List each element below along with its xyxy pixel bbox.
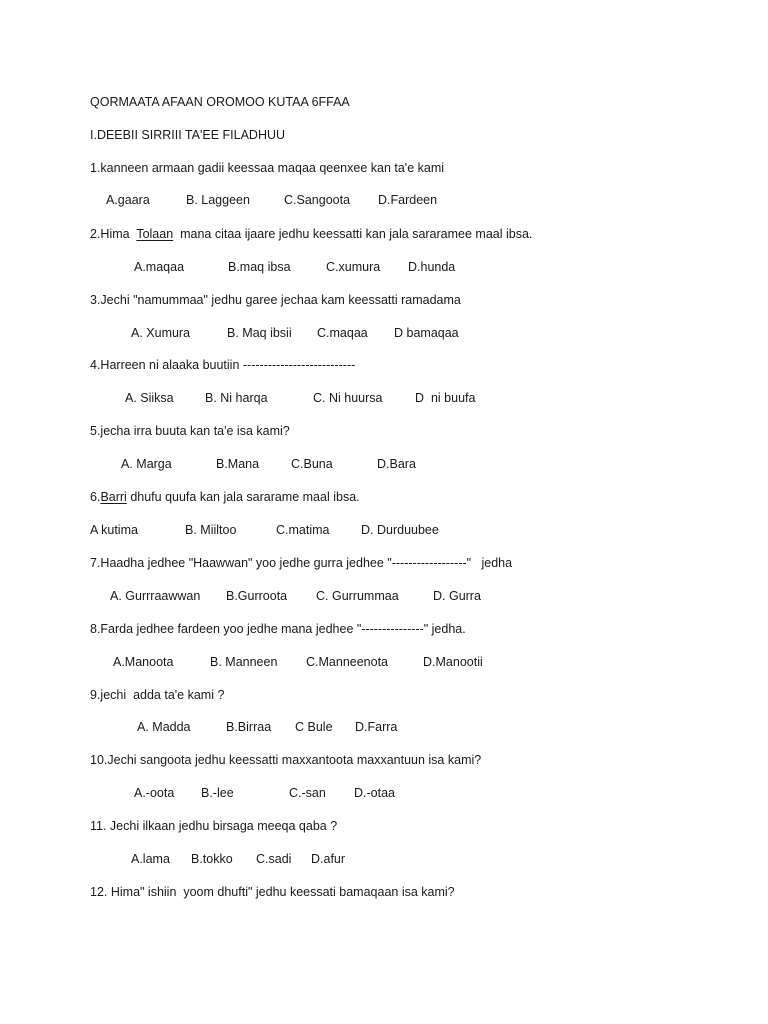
q6-option-b: B. Miiltoo xyxy=(185,523,237,537)
question-4: 4.Harreen ni alaaka buutiin --------------------------- xyxy=(90,358,356,372)
q2-option-d: D.hunda xyxy=(408,260,456,274)
question-6-underlined: Barri xyxy=(100,490,127,504)
q1-option-a: A.gaara xyxy=(106,193,150,207)
q8-option-a: A.Manoota xyxy=(113,655,174,669)
question-10: 10.Jechi sangoota jedhu keessatti maxxantoota maxxantuun isa kami? xyxy=(90,753,482,767)
q6-option-a: A kutima xyxy=(90,523,138,537)
q2-option-c: C.xumura xyxy=(326,260,381,274)
q6-option-c: C.matima xyxy=(276,523,330,537)
question-11: 11. Jechi ilkaan jedhu birsaga meeqa qaba ? xyxy=(90,819,338,833)
question-2-underlined: Tolaan xyxy=(136,227,174,241)
q8-option-b: B. Manneen xyxy=(210,655,278,669)
q4-option-c: C. Ni huursa xyxy=(313,391,383,405)
q7-option-d: D. Gurra xyxy=(433,589,481,603)
question-3: 3.Jechi "namummaa" jedhu garee jechaa kam keessatti ramadama xyxy=(90,293,461,307)
q8-option-d: D.Manootii xyxy=(423,655,483,669)
question-6-pre: 6. xyxy=(90,490,101,504)
question-2-pre: 2.Hima xyxy=(90,227,137,241)
q9-option-d: D.Farra xyxy=(355,720,398,734)
q3-option-b: B. Maq ibsii xyxy=(227,326,292,340)
q10-option-b: B.-lee xyxy=(201,786,234,800)
q8-option-c: C.Manneenota xyxy=(306,655,389,669)
q1-option-d: D.Fardeen xyxy=(378,193,438,207)
q9-option-c: C Bule xyxy=(295,720,333,734)
question-5: 5.jecha irra buuta kan ta'e isa kami? xyxy=(90,424,290,438)
q4-option-d: D ni buufa xyxy=(415,391,476,405)
document-title: QORMAATA AFAAN OROMOO KUTAA 6FFAA xyxy=(90,95,350,109)
q10-option-c: C.-san xyxy=(289,786,326,800)
q1-option-c: C.Sangoota xyxy=(284,193,351,207)
q9-option-b: B.Birraa xyxy=(226,720,272,734)
q7-option-b: B.Gurroota xyxy=(226,589,288,603)
q2-option-b: B.maq ibsa xyxy=(228,260,291,274)
q11-option-b: B.tokko xyxy=(191,852,233,866)
q2-option-a: A.maqaa xyxy=(134,260,185,274)
q11-option-a: A.lama xyxy=(131,852,170,866)
q9-option-a: A. Madda xyxy=(137,720,191,734)
question-1: 1.kanneen armaan gadii keessaa maqaa qeenxee kan ta'e kami xyxy=(90,161,445,175)
question-6-post: dhufu quufa kan jala sararame maal ibsa. xyxy=(126,490,360,504)
question-6 xyxy=(90,489,360,505)
q5-option-c: C.Buna xyxy=(291,457,333,471)
question-2-post: mana citaa ijaare jedhu keessatti kan jala sararamee maal ibsa. xyxy=(173,227,533,241)
q5-option-a: A. Marga xyxy=(121,457,172,471)
q1-option-b: B. Laggeen xyxy=(186,193,250,207)
question-2 xyxy=(90,226,532,242)
q10-option-d: D.-otaa xyxy=(354,786,395,800)
q5-option-b: B.Mana xyxy=(216,457,260,471)
q3-option-c: C.maqaa xyxy=(317,326,368,340)
q11-option-d: D.afur xyxy=(311,852,346,866)
q5-option-d: D.Bara xyxy=(377,457,416,471)
q4-option-b: B. Ni harqa xyxy=(205,391,268,405)
q4-option-a: A. Siiksa xyxy=(125,391,174,405)
q7-option-c: C. Gurrummaa xyxy=(316,589,399,603)
q10-option-a: A.-oota xyxy=(134,786,175,800)
question-8: 8.Farda jedhee fardeen yoo jedhe mana jedhee "---------------" jedha. xyxy=(90,622,466,636)
q11-option-c: C.sadi xyxy=(256,852,292,866)
question-12: 12. Hima" ishiin yoom dhufti" jedhu keessati bamaqaan isa kami? xyxy=(90,885,455,899)
q7-option-a: A. Gurrraawwan xyxy=(110,589,201,603)
q3-option-d: D bamaqaa xyxy=(394,326,459,340)
question-7: 7.Haadha jedhee "Haawwan" yoo jedhe gurra jedhee "------------------" jedha xyxy=(90,556,513,570)
q6-option-d: D. Durduubee xyxy=(361,523,439,537)
question-9: 9.jechi adda ta'e kami ? xyxy=(90,688,225,702)
section-heading: I.DEEBII SIRRIII TA'EE FILADHUU xyxy=(90,128,286,142)
q3-option-a: A. Xumura xyxy=(131,326,191,340)
